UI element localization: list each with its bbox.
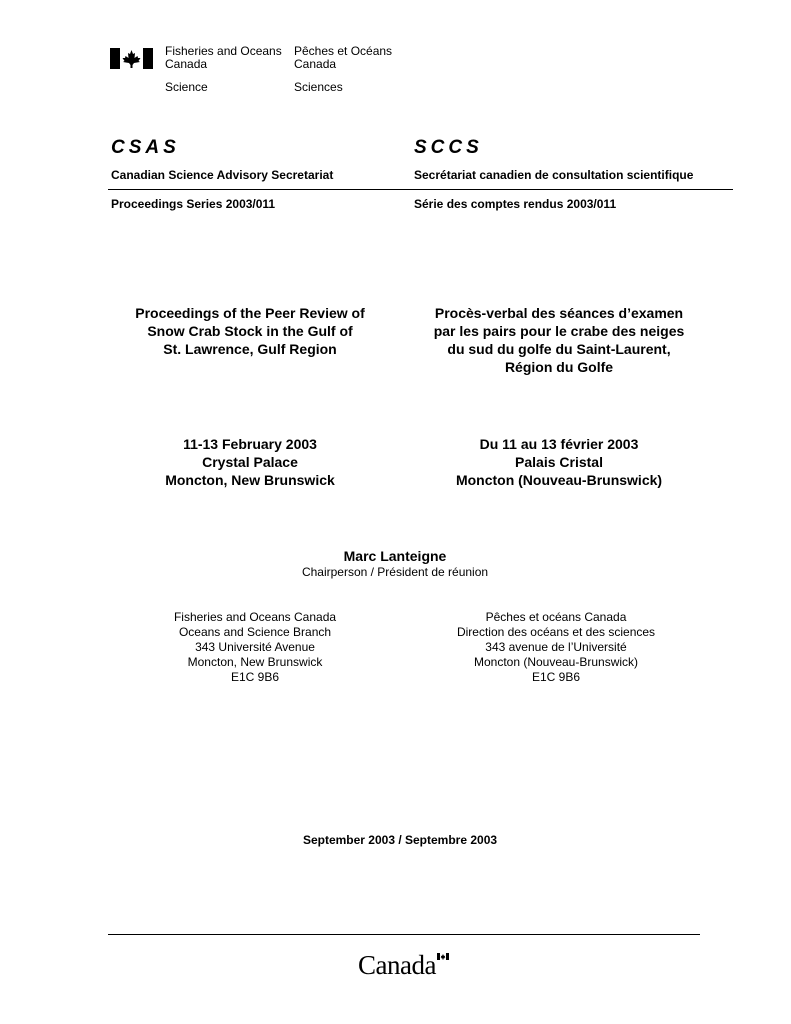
address-fr-line: E1C 9B6 [531,670,581,684]
address-en-line: Fisheries and Oceans Canada [173,610,337,624]
dept-en-line1: Fisheries and Oceans [165,44,282,58]
dept-fr-line2: Canada [294,57,337,71]
address-fr [426,610,686,685]
title-fr-line: du sud du golfe du Saint-Laurent, [447,341,671,357]
meeting-info-fr [409,435,709,489]
meeting-info-en [100,435,400,489]
address-en-line: 343 Université Avenue [195,640,315,654]
meeting-date-en: 11-13 February 2003 [183,436,317,452]
document-title-fr [409,304,709,376]
header-divider [108,189,733,190]
acronym-en: CSAS [111,137,180,158]
document-title-en [100,304,400,358]
meeting-venue-fr: Palais Cristal [515,454,603,470]
secretariat-name-fr: Secrétariat canadien de consultation scientifique [414,168,694,182]
sector-fr: Sciences [294,80,343,94]
address-fr-line: Moncton (Nouveau-Brunswick) [473,655,639,669]
address-en [125,610,385,685]
title-fr-line: Région du Golfe [504,359,614,375]
address-fr-line: 343 avenue de l’Université [485,640,627,654]
dept-name-en [165,45,282,71]
chair-block [255,548,535,580]
meeting-date-fr: Du 11 au 13 février 2003 [479,436,639,452]
title-fr-line: Procès-verbal des séances d’examen [434,305,684,321]
acronym-fr: SCCS [414,137,483,158]
address-fr-line: Pêches et océans Canada [485,610,627,624]
meeting-location-en: Moncton, New Brunswick [165,472,335,488]
address-fr-line: Direction des océans et des sciences [456,625,656,639]
meeting-venue-en: Crystal Palace [202,454,298,470]
canada-flag-icon [110,48,153,69]
publication-date: September 2003 / Septembre 2003 [302,833,498,847]
series-en: Proceedings Series 2003/011 [111,197,276,211]
title-en-line: Snow Crab Stock in the Gulf of [147,323,353,339]
canada-wordmark: Canada [358,950,436,980]
secretariat-name-en: Canadian Science Advisory Secretariat [111,168,334,182]
dept-en-line2: Canada [165,57,208,71]
meeting-location-fr: Moncton (Nouveau-Brunswick) [455,472,663,488]
chair-name: Marc Lanteigne [343,548,447,564]
footer-divider [108,934,700,935]
dept-name-fr [294,45,392,71]
address-en-line: Moncton, New Brunswick [187,655,323,669]
address-en-line: Oceans and Science Branch [178,625,332,639]
wordmark-flag-icon [437,953,449,960]
title-en-line: St. Lawrence, Gulf Region [163,341,337,357]
dept-fr-line1: Pêches et Océans [294,44,393,58]
series-fr: Série des comptes rendus 2003/011 [414,197,617,211]
sector-en: Science [165,80,208,94]
chair-role: Chairperson / Président de réunion [301,565,489,579]
title-fr-line: par les pairs pour le crabe des neiges [433,323,685,339]
title-en-line: Proceedings of the Peer Review of [135,305,365,321]
address-en-line: E1C 9B6 [230,670,280,684]
